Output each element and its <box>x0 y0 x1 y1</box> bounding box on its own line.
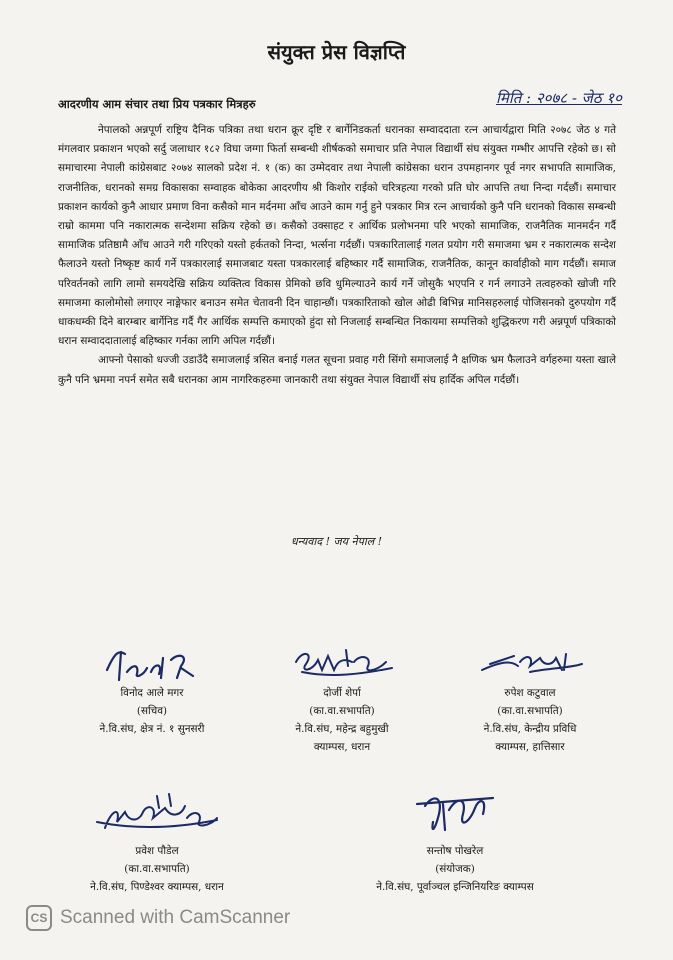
signatory-4-role: (का.वा.सभापति) <box>124 863 190 875</box>
signatory-4 <box>52 788 262 896</box>
body-paragraph-1: नेपालको अन्नपूर्ण राष्ट्रिय दैनिक पत्रिका तथा धरान क्रूर दृष्टि र बार्गेनिडकर्ता धरानका सम्वाददाता रत्न आचार्यद्वारा मिति २०७८ जेठ ४ गते मंगलवार प्रकाशन भएको सर्दु जलाधार १८२ विघा जग्गा फिर्ता सम्बन्धी शीर्षकको समाचार प्रति नेपाल विद्यार्थी संघ संयुक्त गम्भीर आपत्ति रहेको छ। सो समाचारमा नेपाली कांग्रेसबाट २०७४ सालको प्रदेश नं. १ (क) का उम्मेदवार तथा नेपाली कांग्रेसका धरान उपमहानगर पूर्व नगर सभापति सामाजिक, राजनीतिक, धरानको समग्र विकासका सम्वाहक बोकेका आदरणीय श्री किशोर राईको चरित्रहत्या गरको प्रति घोर आपत्ति तथा निन्दा गर्दछौं। समाचार प्रकाशन कार्यको कुनै आधार प्रमाण विना कसैको मान मर्दनमा आँच आउने काम गर्नु हुने पत्रकार मित्र रत्न आचार्यको कुनै पनि धरानको विकास सम्बन्धी राम्रो काममा पनि नकारात्मक सन्देशमा सक्रिय रहेको छ। कसैको उक्साहट र आर्थिक प्रलोभनमा परि भएको सामाजिक, राजनैतिक मानमर्दन गर्दै सामाजिक प्रतिष्ठामै आँच आउने गरी गरिएको यस्तो हर्कतको निन्दा, भर्त्सना गर्दछौं। पत्रकारितालाई गलत प्रयोग गरी समाजमा भ्रम र नकारात्मक सन्देश फैलाउने यस्तो निष्कृष्ट कार्य गर्ने पत्रकारलाई समाजबाट यस्ता पत्रकारलाई बहिष्कार गर्दै सामाजिक, राजनैतिक, कानून कार्वाहीको माग गर्दछौं। समाज परिवर्तनको लागि लामो समयदेखि सक्रिय व्यक्तित्व विकास प्रेमिको छवि धुमिल्याउने कार्य गर्ने जोसुकै भएपनि र गर्न लगाउने तत्वहरुको खोजी गरि समाजमा कालोमोसो लगाएर नाङ्गेफार बनाउन समेत चेतावनी दिन चाहान्छौं। पत्रकारिताको खोल ओढी बिभिन्न मानिसहरुलाई पोजिसनको दुरुपयोग गर्दै धाकधम्की दिने बारम्बार बार्गेनिड गर्दै गैर आर्थिक सम्पत्ति कमाएको हुंदा सो निजलाई सम्बन्धित निकायमा सम्पत्तिको शुद्धिकरण गरी अन्नपूर्ण पत्रिकाको धरान सम्वाददातालाई बहिष्कार गर्नका लागि अपिल गर्दछौं। <box>58 124 616 348</box>
signatory-4-org: ने.वि.संघ, पिण्डेश्वर क्याम्पस, धरान <box>90 881 224 893</box>
signatory-4-name: प्रवेश पौडेल <box>135 845 179 857</box>
body-paragraph-2: आफ्नो पेसाको धज्जी उडाउँदै समाजलाई त्रसित बनाई गलत सूचना प्रवाह गरी सिंगो समाजलाई नै क्षणिक भ्रम फैलाउने वर्गहरुमा यस्ता खाले कुनै पनि भ्रममा नपर्न समेत सबै धरानका आम नागरिकहरुमा जानकारी तथा संयुक्त नेपाल विद्यार्थी संघ हार्दिक अपिल गर्दछौं। <box>58 354 616 386</box>
signatory-3-org-line2: क्याम्पस, हात्तिसार <box>495 741 565 753</box>
signatory-3-name: रुपेश कटुवाल <box>504 687 556 699</box>
signatory-2-org: ने.वि.संघ, महेन्द्र बहुमुखी <box>295 723 389 735</box>
signature-4-scribble <box>87 788 227 842</box>
signature-5-scribble <box>405 784 505 842</box>
signatory-5-role: (संयोजक) <box>435 863 475 875</box>
signatory-5-org: ने.वि.संघ, पूर्वाञ्चल इन्जिनियरिङ क्याम्पस <box>376 881 534 893</box>
signatory-1-role: (सचिव) <box>136 705 168 717</box>
handwritten-date: मिति : २०७८ - जेठ १० <box>496 89 622 107</box>
signatory-2 <box>252 640 432 756</box>
signatory-2-org-line2: क्याम्पस, धरान <box>313 741 371 753</box>
salutation: आदरणीय आम संचार तथा प्रिय पत्रकार मित्रहरु <box>58 97 256 111</box>
signatory-2-role: (का.वा.सभापति) <box>309 705 375 717</box>
watermark-text: Scanned with CamScanner <box>60 907 291 928</box>
closing-line: धन्यवाद ! जय नेपाल ! <box>290 535 383 548</box>
signatory-1-org: ने.वि.संघ, क्षेत्र नं. १ सुनसरी <box>99 723 205 735</box>
signatory-3 <box>430 640 630 756</box>
signature-1-scribble <box>97 642 207 684</box>
signatory-5-name: सन्तोष पोखरेल <box>426 845 484 857</box>
signature-2-scribble <box>282 640 402 684</box>
camscanner-watermark <box>26 905 290 931</box>
signatory-3-role: (का.वा.सभापति) <box>497 705 563 717</box>
signature-3-scribble <box>470 640 590 684</box>
signatory-1 <box>52 642 252 738</box>
signatory-3-org: ने.वि.संघ, केन्द्रीय प्रविधि <box>483 723 577 735</box>
body-text <box>58 121 616 390</box>
signatory-5 <box>305 784 605 896</box>
camscanner-logo-icon: CS <box>26 905 52 931</box>
signatory-1-name: विनोद आले मगर <box>120 687 184 699</box>
document-title: संयुक्त प्रेस विज्ञप्ति <box>267 40 406 64</box>
signatory-2-name: दोर्जी शेर्पा <box>323 687 361 699</box>
